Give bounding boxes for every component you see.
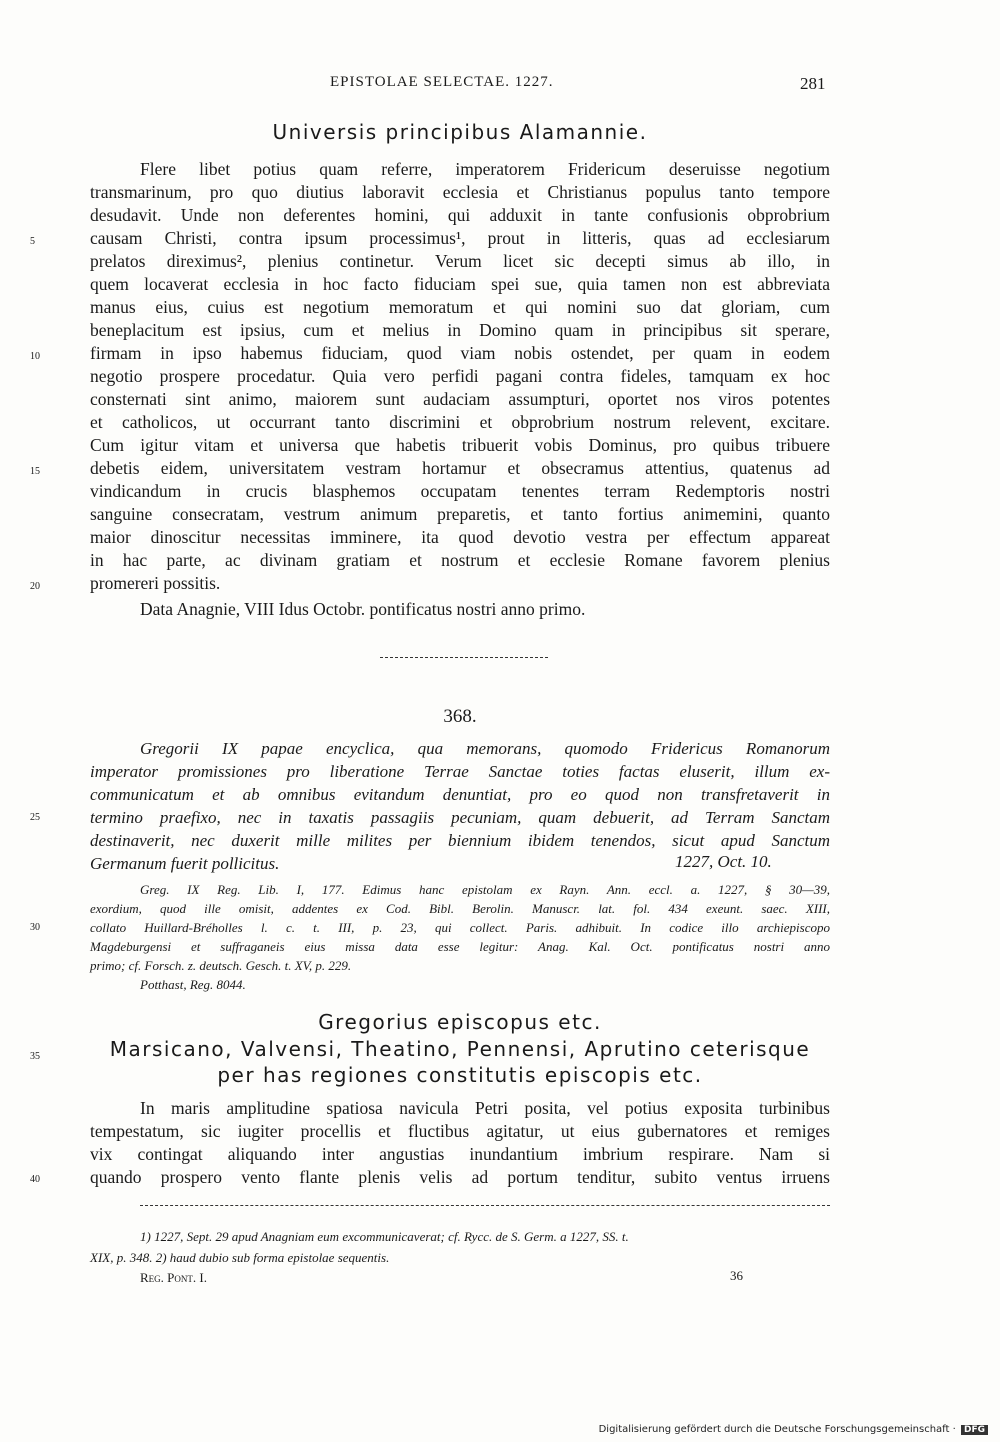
line-number: 5 [30, 236, 35, 247]
line-number: 40 [30, 1174, 40, 1185]
text-line: prelatos direximus², plenius continetur. Verum licet sic decepti simus ab illo, in [90, 251, 830, 271]
source-note: exordium, quod ille omisit, addentes ex Cod. Bibl. Berolin. Manuscr. lat. fol. 434 exeunt. saec. XIII, [90, 901, 830, 916]
text-line: causam Christi, contra ipsum processimus¹, prout in litteris, quas ad ecclesiarum [90, 228, 830, 248]
dfg-credit [599, 1424, 988, 1435]
summary-line: termino praefixo, nec in taxatis passagiis pecuniam, quam debuerit, ad Terram Sanctam [90, 808, 830, 827]
text-line: tempestatum, sic iugiter procellis et fluctibus agitatur, ut eius gubernatores et remiges [90, 1121, 830, 1141]
summary-line: Germanum fuerit pollicitus. [90, 854, 280, 873]
source-note: primo; cf. Forsch. z. deutsch. Gesch. t. XV, p. 229. [90, 958, 352, 973]
sheet-number: 36 [730, 1268, 743, 1283]
text-line: firmam in ipso habemus fiduciam, quod viam nobis ostendet, per quam in eodem [90, 343, 830, 363]
dfg-logo: DFG [961, 1425, 988, 1435]
line-number: 25 [30, 812, 40, 823]
text-line: desudavit. Unde non deferentes homini, qui adduxit in tante confusionis obprobrium [90, 205, 830, 225]
dfg-credit-text: Digitalisierung gefördert durch die Deutsche Forschungsgemeinschaft · [598, 1424, 956, 1435]
address-line: per has regiones constitutis episcopis etc. [217, 1063, 703, 1087]
footnote-line: 1) 1227, Sept. 29 apud Anagniam eum excommunicaverat; cf. Rycc. de S. Germ. a 1227, SS. t. [140, 1229, 629, 1244]
summary-line: communicatum et ab omnibus evitandum denuntiat, pro eo quod non transfretaverit in [90, 785, 830, 804]
address-line: Marsicano, Valvensi, Theatino, Pennensi, Aprutino ceterisque [109, 1037, 811, 1061]
section-title: Universis principibus Alamannie. [272, 120, 648, 144]
dating-line: Data Anagnie, VIII Idus Octobr. pontificatus nostri anno primo. [140, 599, 586, 619]
text-line: maior dinoscitur necessitas imminere, ita quod devotio vestra per effectum appareat [90, 527, 830, 547]
page-number: 281 [800, 74, 826, 93]
text-line: negotio prospere procedatur. Quia vero perfidi pagani contra fideles, tamquam ex hoc [90, 366, 830, 386]
section-divider [380, 657, 548, 658]
text-line: vindicandum in crucis blasphemos occupatam tenentes terram Redemptoris nostri [90, 481, 830, 501]
text-line: beneplacitum est ipsius, cum et melius in Domino quam in principibus sit sperare, [90, 320, 830, 340]
signature-mark: Reg. Pont. I. [140, 1270, 207, 1285]
text-line: In maris amplitudine spatiosa navicula Petri posita, vel potius exposita turbinibus [140, 1098, 830, 1118]
text-line: manus eius, cuius est negotium memoratum et qui nomini suo dat gloriam, cum [90, 297, 830, 317]
text-line: et catholicos, ut occurrant tanto discrimini et obprobrium nostrum relevent, excitare. [90, 412, 830, 432]
line-number: 15 [30, 466, 40, 477]
text-line: sanguine consecratam, vestrum animum preparetis, et tanto fortius animemini, quanto [90, 504, 830, 524]
text-line: in hac parte, ac divinam gratiam et nostrum et ecclesie Romane favorem plenius [90, 550, 830, 570]
summary-line: imperator promissiones pro liberatione Terrae Sanctae toties factas eluserit, illum ex- [90, 762, 830, 781]
text-line: Cum igitur vitam et universa que habetis tribuerit vobis Dominus, pro quibus tribuere [90, 435, 830, 455]
line-number: 30 [30, 922, 40, 933]
footnote-line: XIX, p. 348. 2) haud dubio sub forma epistolae sequentis. [90, 1250, 390, 1265]
text-line: promereri possitis. [90, 573, 221, 593]
text-line: quando prospero vento flante plenis velis ad portum tenditur, subito ventus irruens [90, 1167, 830, 1187]
line-number: 20 [30, 581, 40, 592]
text-line: consternati sint animo, maiorem sunt audaciam assumpturi, oportet nos viros potentes [90, 389, 830, 409]
source-note: Greg. IX Reg. Lib. I, 177. Edimus hanc epistolam ex Rayn. Ann. eccl. a. 1227, § 30—39, [140, 882, 830, 897]
summary-line: destinaverit, nec duxerit mille milites per biennium ibidem tenendos, sicut apud Sanctum [90, 831, 830, 850]
running-header: EPISTOLAE SELECTAE. 1227. [330, 74, 554, 90]
summary-date: 1227, Oct. 10. [675, 852, 772, 871]
line-number: 35 [30, 1051, 40, 1062]
source-note: collato Huillard-Bréholles l. c. t. III, p. 23, qui collect. Paris. adhibuit. In codice illo archiepiscopo [90, 920, 830, 935]
source-note: Potthast, Reg. 8044. [140, 977, 246, 992]
text-line: Flere libet potius quam referre, imperatorem Fridericum deseruisse negotium [140, 159, 830, 179]
summary-line: Gregorii IX papae encyclica, qua memorans, quomodo Fridericus Romanorum [140, 739, 830, 758]
address-line: Gregorius episcopus etc. [318, 1010, 602, 1034]
text-line: transmarinum, pro quo diutius laboravit ecclesia et Christianus populus tanto tempore [90, 182, 830, 202]
source-note: Magdeburgensi et suffraganeis eius missa data esse legitur: Anag. Kal. Oct. pontificatus nostri anno [90, 939, 830, 954]
footnote-divider [140, 1205, 830, 1206]
text-line: debetis eidem, universitatem vestram hortamur et obsecramus attentius, quatenus ad [90, 458, 830, 478]
document-number: 368. [443, 706, 477, 727]
text-line: vix contingat aliquando inter angustias inundantium imbrium respirare. Nam si [90, 1144, 830, 1164]
text-line: quem locaverat ecclesia in hoc facto fiduciam spei sue, quia tamen non est abbreviata [90, 274, 830, 294]
line-number: 10 [30, 351, 40, 362]
